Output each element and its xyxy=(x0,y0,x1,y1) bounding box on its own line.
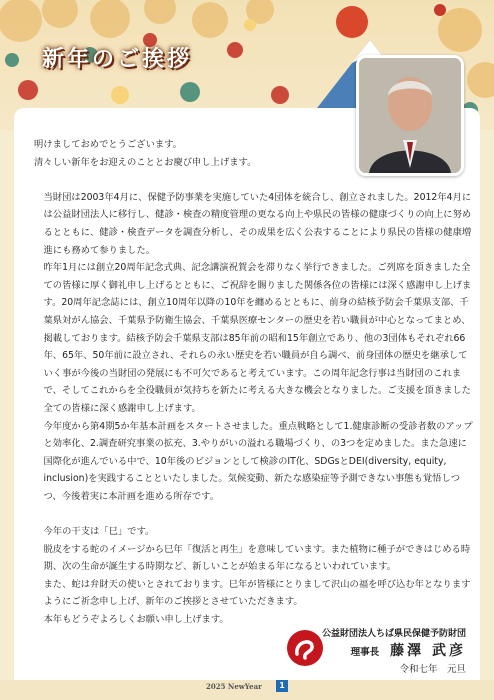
letter-text xyxy=(34,136,474,629)
greeting-line: 清々しい新年をお迎えのこととお慶び申し上げます。 xyxy=(34,156,257,168)
paragraph: 今年の干支は「巳」です。 xyxy=(43,526,155,538)
paragraph: また、蛇は弁財天の使いとされております。巳年が皆様にとりまして沢山の福を呼び込む年となりますようにご祈念申し上げ、新年のご挨拶とさせていただきます。 xyxy=(43,578,471,608)
signer-role: 理事長 xyxy=(350,647,380,658)
paragraph: 今年度から第4期5か年基本計画をスタートさせました。重点戦略として1.健康診断の受診者数のアップと効率化、2.調査研究事業の拡充、3.やりがいの溢れる職場づくり、の3つを定めました。また急速に国際化が進んでいる中で、10年後のビジョンとして検診のIT化、SDGsとDEI(diversity, equity, inclusion)を実践することといたしました。気候変動、新たな感染症等予測できない事態も覚悟しつつ、今後着実に本計画を進める所存です。 xyxy=(43,420,473,502)
page-title: 新年のご挨拶 xyxy=(42,46,193,72)
footer-label: 2025 NewYear xyxy=(206,682,262,691)
snake-logo-icon xyxy=(285,628,325,668)
letter-body xyxy=(14,108,480,680)
paragraph: 本年もどうぞよろしくお願い申し上げます。 xyxy=(43,614,229,626)
signer-name: 藤澤 武彦 xyxy=(390,643,466,659)
paragraph: 脱皮をする蛇のイメージから巳年「復活と再生」を意味しています。また植物に種子ができはじめる時期、次の生命が誕生する時期など、新しいことが始まる年になるといわれています。 xyxy=(43,543,471,573)
signature-block xyxy=(322,626,466,678)
signature-date: 令和七年 元旦 xyxy=(399,664,466,675)
paragraph: 当財団は2003年4月に、保健予防事業を実施していた4団体を統合し、創立されました。2012年4月には公益財団法人に移行し、健診・検査の精度管理の更なる向上や県民の皆様の健康づくりの向上に努めるとともに、健診・検査データを調査分析し、その成果を広く公表することにより県民の皆様の健康増進にも務めて参りました。 xyxy=(43,191,472,256)
portrait-photo xyxy=(356,55,464,176)
page-number: 1 xyxy=(276,680,288,692)
greeting-line: 明けましておめでとうございます。 xyxy=(34,139,183,150)
paragraph: 昨年1月には創立20周年記念式典、記念講演祝賀会を滞りなく挙行できました。ご列席を頂きました全ての皆様に厚く御礼申し上げるとともに、ご祝辞を賜りました関係各位の皆様には深く感謝申し上げます。20周年記念誌には、創立10周年以降の10年を纏めるとともに、前身の結核予防会千葉県支部、千葉県対がん協会、千葉県予防衛生協会、千葉県医療センターの歴史を若い職員が中心となってまとめ、掲載しております。結核予防会千葉県支部は85年前の昭和15年創立であり、他の3団体もそれぞれ66年、65年、50年前に設立され、それらの永い歴史を若い職員が自ら調べ、前身団体の歴史を継承していく事が今後の当財団の発展にも不可欠であると考えています。この周年記念行事は当財団のこれまで、そしてこれからを全役職員が気持ちを新たに考える大きな機会となりました。ご支援を頂きました全ての皆様に深く感謝申し上げます。 xyxy=(43,262,472,414)
organization-name: 公益財団法人ちば県民保健予防財団 xyxy=(321,629,466,639)
portrait-illustration xyxy=(359,58,461,173)
